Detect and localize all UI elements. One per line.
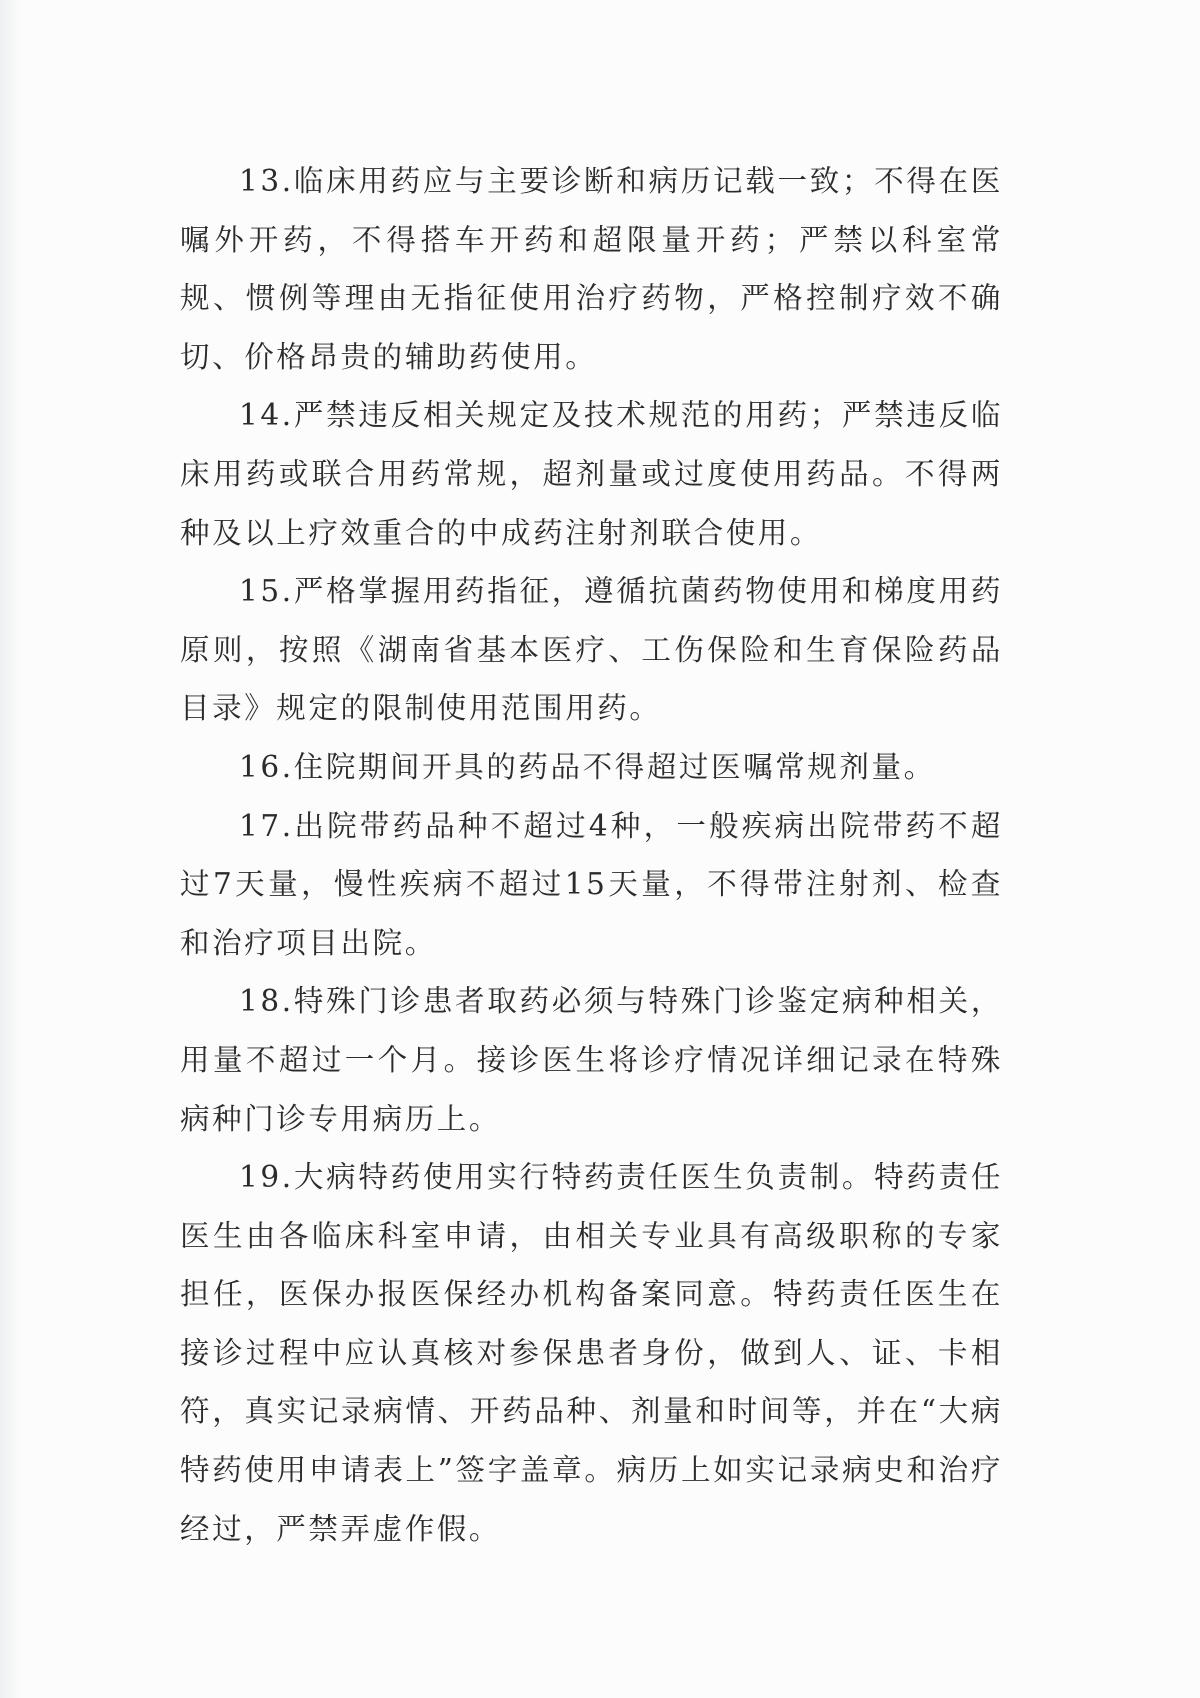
paragraph-13: 13.临床用药应与主要诊断和病历记载一致；不得在医嘱外开药，不得搭车开药和超限量开药；严禁以科室常规、惯例等理由无指征使用治疗药物，严格控制疗效不确切、价格昂贵的辅助药使用。 xyxy=(180,164,1003,374)
paragraph-19: 19.大病特药使用实行特药责任医生负责制。特药责任医生由各临床科室申请，由相关专业具有高级职称的专家担任，医保办报医保经办机构备案同意。特药责任医生在接诊过程中应认真核对参保患者身份，做到人、证、卡相符，真实记录病情、开药品种、剂量和时间等，并在“大病特药使用申请表上”签字盖章。病历上如实记录病史和治疗经过，严禁弄虚作假。 xyxy=(180,1160,1003,1546)
paragraph-16: 16.住院期间开具的药品不得超过医嘱常规剂量。 xyxy=(239,749,936,784)
body-text xyxy=(180,152,1003,1558)
paragraph-14: 14.严禁违反相关规定及技术规范的用药；严禁违反临床用药或联合用药常规，超剂量或过度使用药品。不得两种及以上疗效重合的中成药注射剂联合使用。 xyxy=(180,398,1003,550)
paragraph-17: 17.出院带药品种不超过4种，一般疾病出院带药不超过7天量，慢性疾病不超过15天量，不得带注射剂、检查和治疗项目出院。 xyxy=(180,808,1003,960)
scan-shadow xyxy=(0,0,22,1698)
paragraph-15: 15.严格掌握用药指征，遵循抗菌药物使用和梯度用药原则，按照《湖南省基本医疗、工伤保险和生育保险药品目录》规定的限制使用范围用药。 xyxy=(180,574,1003,726)
paragraph-18: 18.特殊门诊患者取药必须与特殊门诊鉴定病种相关，用量不超过一个月。接诊医生将诊疗情况详细记录在特殊病种门诊专用病历上。 xyxy=(180,984,1003,1136)
